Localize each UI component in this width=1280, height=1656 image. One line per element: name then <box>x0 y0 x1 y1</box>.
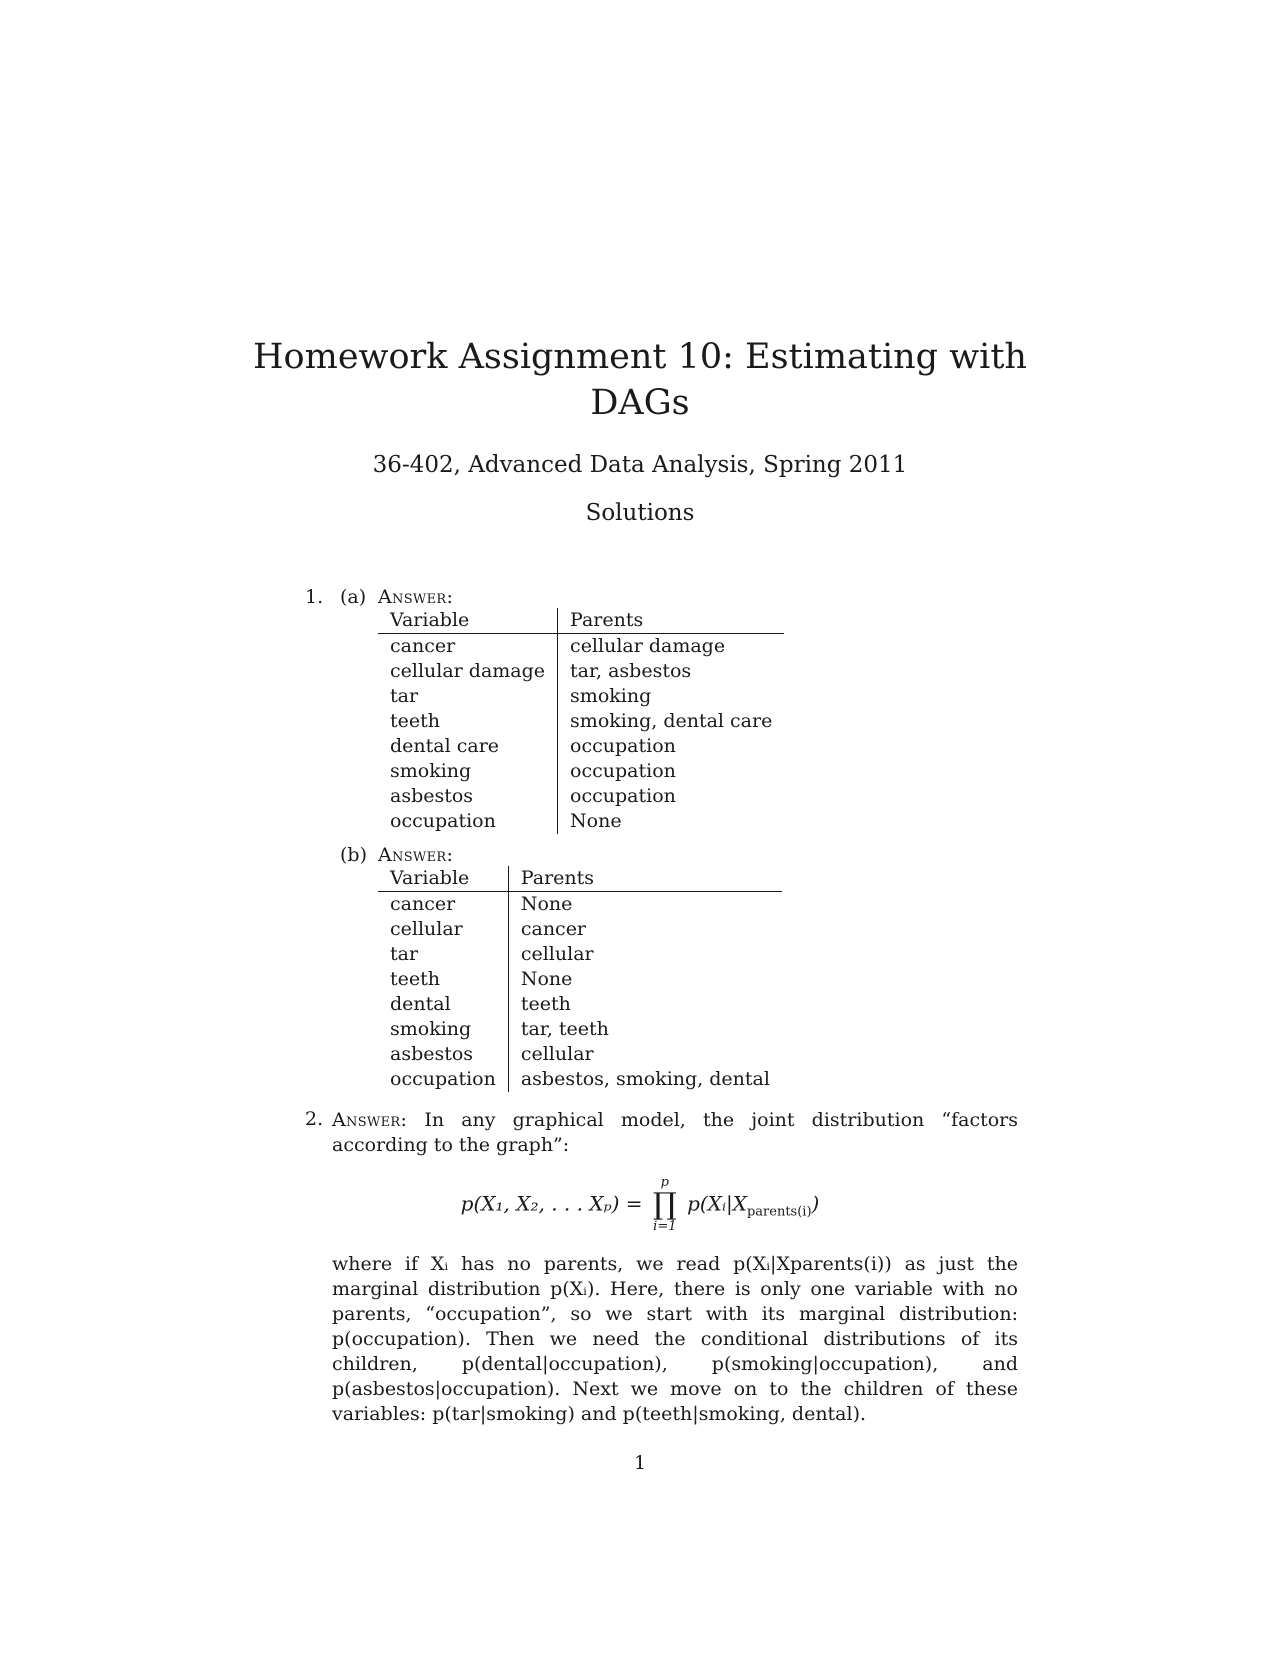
table-b-parents-cell: cellular <box>508 1042 782 1067</box>
table-b-parents-cell: None <box>508 892 782 918</box>
table-a-parents-cell: cellular damage <box>558 634 785 660</box>
table-b-row <box>378 967 782 992</box>
table-a-variable-cell: asbestos <box>390 785 474 807</box>
table-a-variable-cell: dental care <box>390 735 500 757</box>
page-number: 1 <box>633 1452 647 1474</box>
table-b-header <box>378 866 782 892</box>
table-b-parents-cell: teeth <box>508 992 782 1017</box>
table-b-row <box>378 1042 782 1067</box>
table-a-parents-cell: occupation <box>558 784 785 809</box>
table-a-variable-cell: cellular damage <box>390 660 546 682</box>
equation-rhs: p(Xᵢ|X <box>687 1191 747 1216</box>
table-b-parents-cell: cancer <box>508 917 782 942</box>
table-b-variable-cell: asbestos <box>390 1043 474 1065</box>
table-b-row <box>378 992 782 1017</box>
table-a-row <box>378 784 784 809</box>
table-a-header-parents: Parents <box>558 608 785 634</box>
table-a-variable-cell: tar <box>390 685 419 707</box>
table-a-parents-cell: smoking, dental care <box>558 709 785 734</box>
product-operator <box>653 1176 677 1234</box>
product-upper-limit: p <box>660 1175 669 1190</box>
title-line-2: DAGs <box>590 383 690 423</box>
table-a-variable-cell: smoking <box>390 760 472 782</box>
table-b <box>378 866 782 1092</box>
table-a-row <box>378 684 784 709</box>
table-b-variable-cell: cellular <box>390 918 463 940</box>
product-symbol-icon: ∏ <box>652 1187 677 1222</box>
table-b-parents-cell: tar, teeth <box>508 1017 782 1042</box>
table-b-variable-cell: smoking <box>390 1018 472 1040</box>
course-subtitle: 36-402, Advanced Data Analysis, Spring 2011 <box>372 452 908 478</box>
table-b-variable-cell: occupation <box>390 1068 496 1090</box>
product-lower-limit: i=1 <box>653 1219 677 1234</box>
table-b-parents-cell: cellular <box>508 942 782 967</box>
question-2-body: where if Xᵢ has no parents, we read p(Xᵢ|Xparents(i)) as just the marginal distribution p(Xᵢ). Here, there is only one variable with no parents, “occupation”, so we start with its marginal distribution: p(occupation). Then we need the conditional distributions of its children, p(dental|occupation), p(smoking|occupation), and p(asbestos|occupation). Next we move on to the children of these variables: p(tar|smoking) and p(teeth|smoking, dental). <box>332 1253 1018 1425</box>
table-b-row <box>378 1067 782 1092</box>
table-a-row <box>378 809 784 834</box>
table-b-parents-cell: asbestos, smoking, dental <box>508 1067 782 1092</box>
table-a-row <box>378 734 784 759</box>
table-a-parents-cell: occupation <box>558 734 785 759</box>
question-2-number: 2. <box>305 1108 324 1130</box>
table-b-row <box>378 892 782 918</box>
table-a-row <box>378 709 784 734</box>
factorization-equation <box>0 1176 1280 1234</box>
equation-rhs-close: ) <box>811 1191 820 1216</box>
table-b-row <box>378 942 782 967</box>
question-1-number: 1. <box>305 586 324 608</box>
part-a-answer-label: Answer: <box>378 586 454 608</box>
table-b-variable-cell: teeth <box>390 968 440 990</box>
table-b-variable-cell: dental <box>390 993 451 1015</box>
part-a-label: (a) <box>340 586 367 608</box>
equation-rhs-subscript: parents(i) <box>746 1204 812 1220</box>
table-a-variable-cell: cancer <box>390 635 456 657</box>
table-a-row <box>378 634 784 660</box>
table-a-header <box>378 608 784 634</box>
table-b-variable-cell: cancer <box>390 893 456 915</box>
title-line-1: Homework Assignment 10: Estimating with <box>253 337 1027 377</box>
table-b-variable-cell: tar <box>390 943 419 965</box>
table-a-variable-cell: occupation <box>390 810 496 832</box>
question-2-intro-text: In any graphical model, the joint distribution “factors according to the graph”: <box>332 1109 1019 1156</box>
table-a-row <box>378 759 784 784</box>
table-a-parents-cell: None <box>558 809 785 834</box>
table-a-header-variable: Variable <box>378 608 558 634</box>
solutions-label: Solutions <box>585 500 695 526</box>
table-a <box>378 608 784 834</box>
table-a-parents-cell: tar, asbestos <box>558 659 785 684</box>
question-2-answer-label: Answer: <box>332 1109 408 1131</box>
table-b-row <box>378 917 782 942</box>
table-a-variable-cell: teeth <box>390 710 440 732</box>
equation-lhs: p(X₁, X₂, . . . Xₚ) = <box>460 1191 643 1216</box>
table-b-parents-cell: None <box>508 967 782 992</box>
table-b-header-parents: Parents <box>508 866 782 892</box>
table-b-header-variable: Variable <box>378 866 508 892</box>
document-title <box>0 334 1280 426</box>
question-2-intro <box>332 1108 1018 1158</box>
table-a-parents-cell: smoking <box>558 684 785 709</box>
table-b-row <box>378 1017 782 1042</box>
table-a-row <box>378 659 784 684</box>
part-b-label: (b) <box>340 844 367 866</box>
table-a-parents-cell: occupation <box>558 759 785 784</box>
part-b-answer-label: Answer: <box>378 844 454 866</box>
